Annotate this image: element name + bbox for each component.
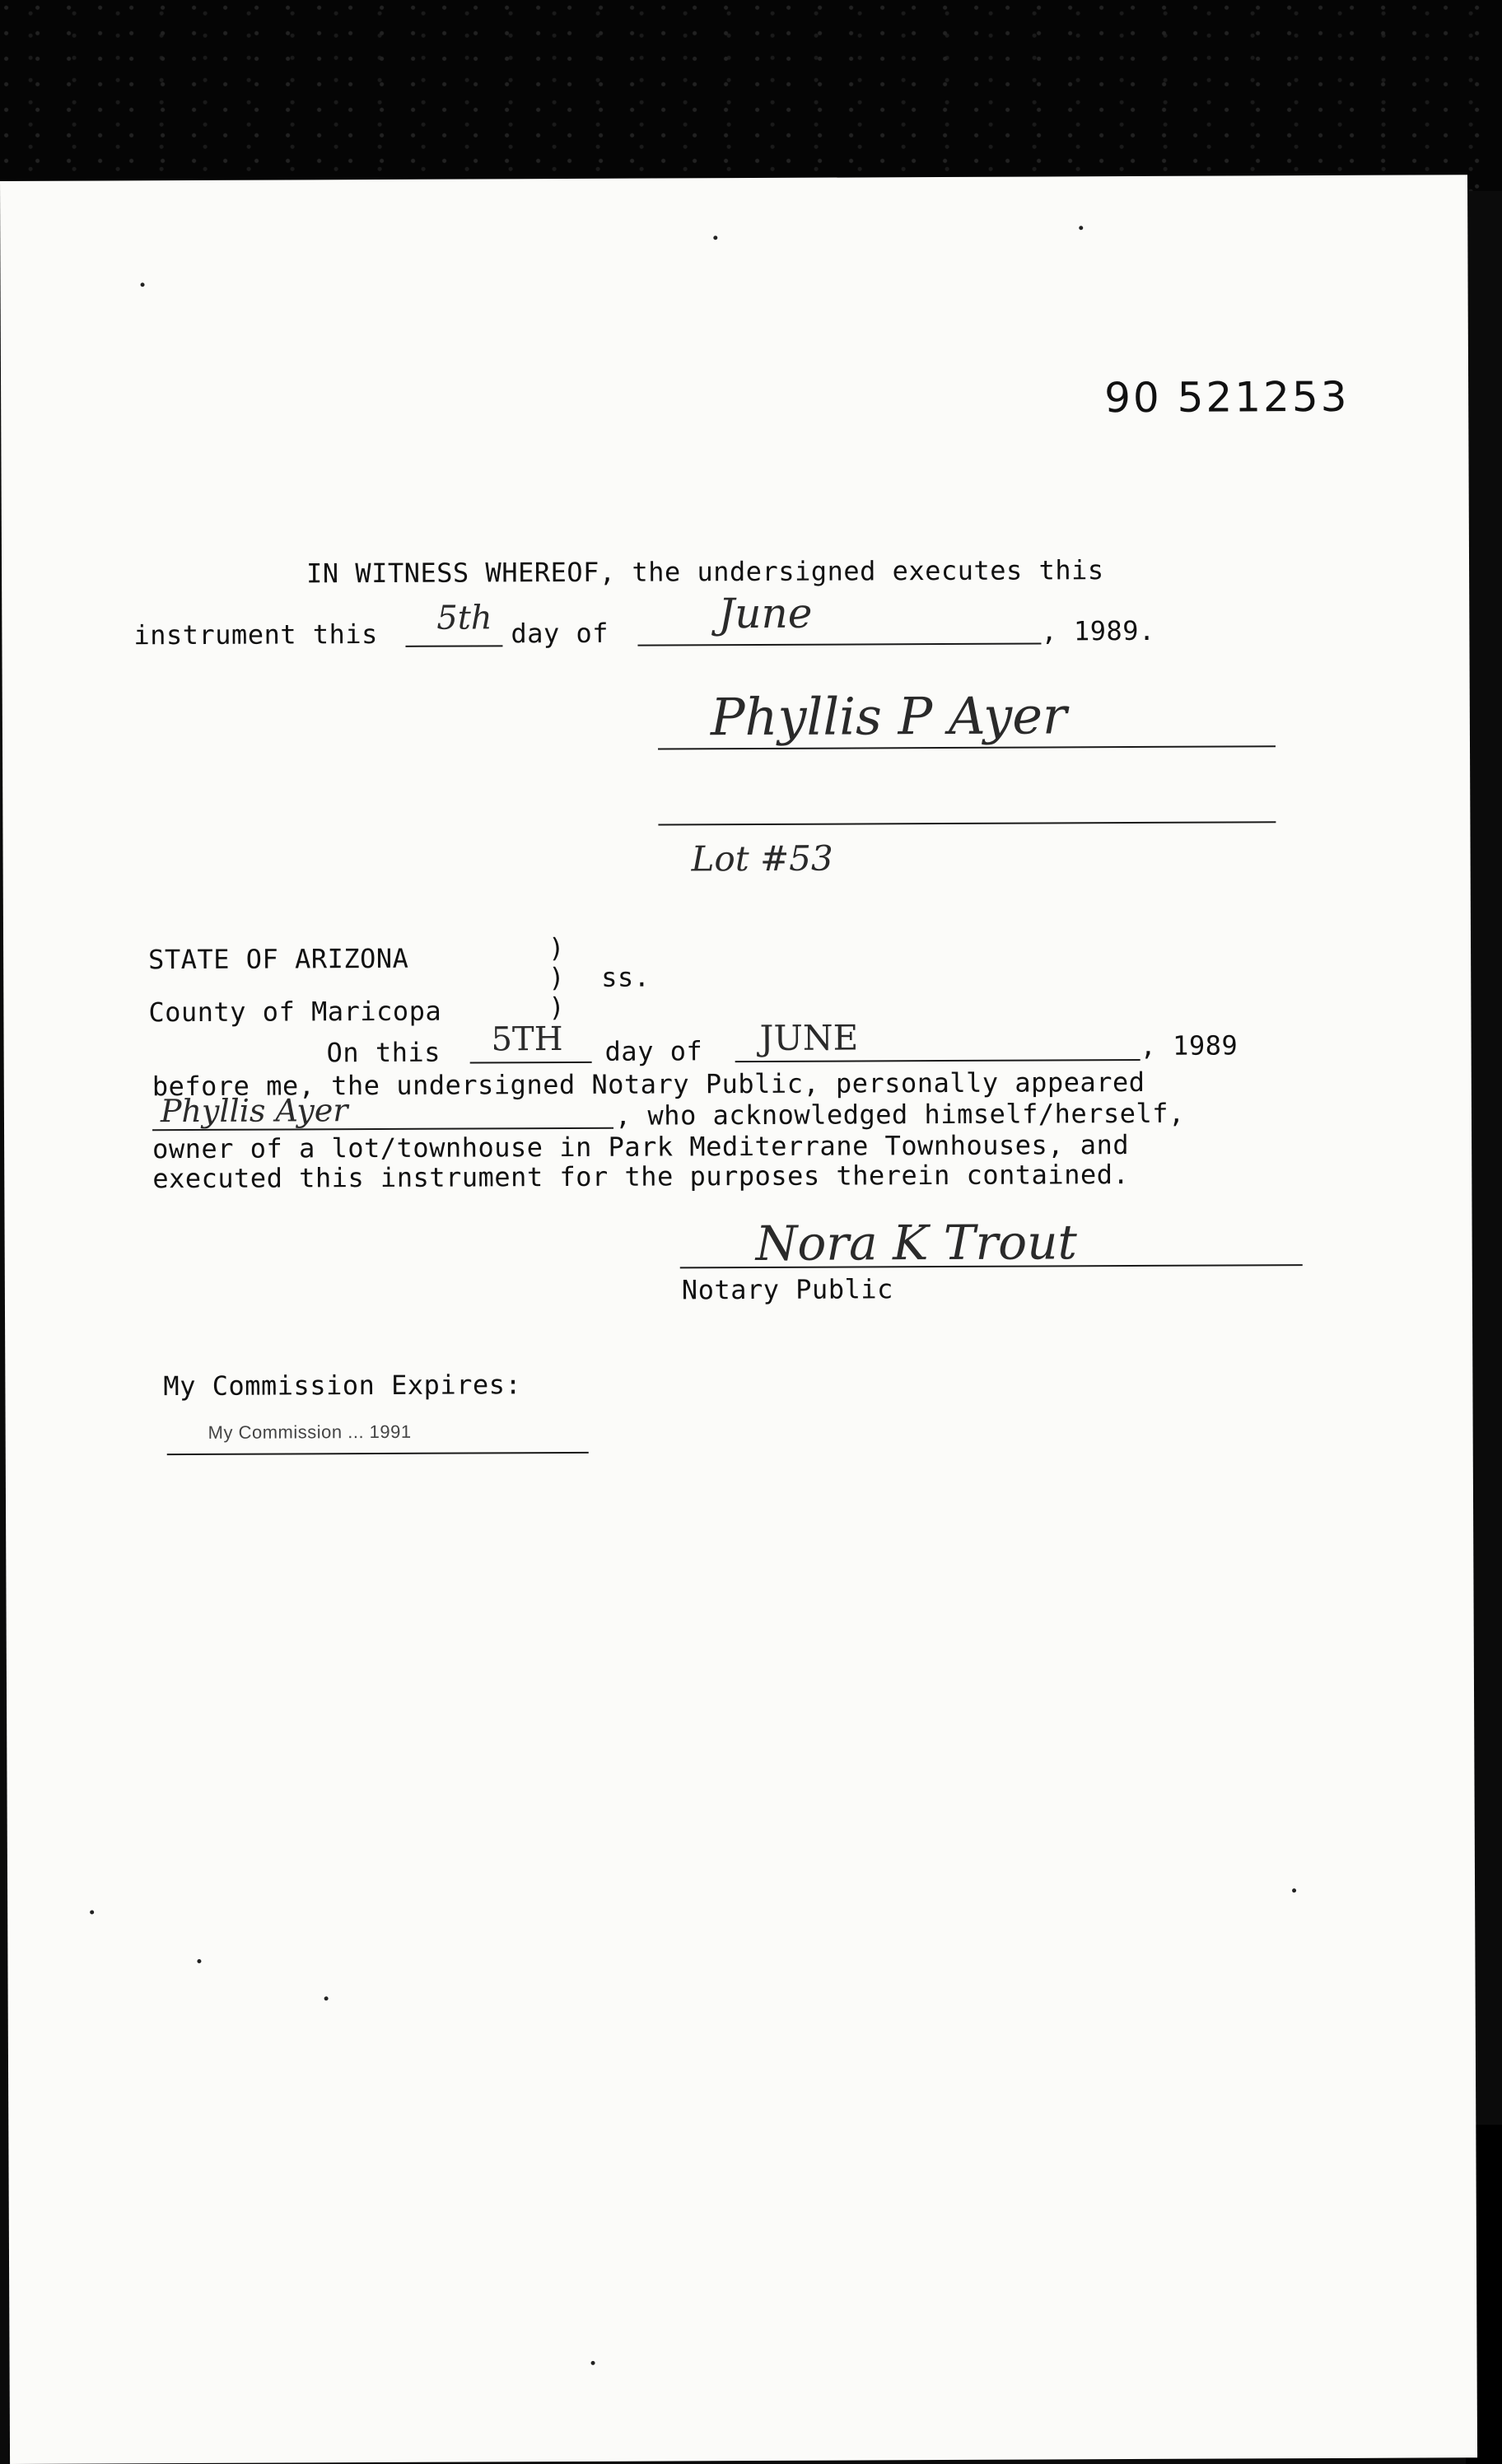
ack-line1-prefix: On this xyxy=(326,1036,441,1069)
ack-day-of-label: day of xyxy=(604,1035,703,1067)
state-line: STATE OF ARIZONA xyxy=(148,942,409,976)
ack-day-blank xyxy=(470,1062,592,1064)
scan-speck xyxy=(324,1996,329,2000)
ack-line4: owner of a lot/townhouse in Park Mediterrane Townhouses, and xyxy=(152,1129,1130,1165)
ack-line2: before me, the undersigned Notary Public, personally appeared xyxy=(152,1066,1145,1103)
ss-label: ss. xyxy=(601,961,651,993)
venue-paren-2: ) xyxy=(548,962,566,994)
notary-signature: Nora K Trout xyxy=(755,1214,1077,1272)
witness-clause-line1: IN WITNESS WHEREOF, the undersigned executes this xyxy=(306,554,1104,590)
scan-speck xyxy=(591,2361,595,2365)
witness-day-of-label: day of xyxy=(511,617,609,650)
ack-person-handwritten: Phyllis Ayer xyxy=(160,1092,348,1130)
ack-month-handwritten: JUNE xyxy=(759,1017,859,1058)
commission-line xyxy=(167,1452,589,1455)
commission-stamp: My Commission ... 1991 xyxy=(208,1421,412,1443)
scan-speck xyxy=(141,282,145,287)
ack-month-blank xyxy=(735,1059,1140,1062)
witness-clause-line2-prefix: instrument this xyxy=(133,618,378,651)
ack-year: , 1989 xyxy=(1140,1029,1238,1062)
document-number: 90 521253 xyxy=(1104,372,1350,422)
witness-day-handwritten: 5th xyxy=(436,599,492,637)
lot-note-handwritten: Lot #53 xyxy=(691,838,833,880)
scan-speck xyxy=(1079,226,1083,230)
county-line: County of Maricopa xyxy=(148,995,442,1029)
venue-paren-3: ) xyxy=(548,992,566,1024)
commission-label: My Commission Expires: xyxy=(163,1369,522,1402)
witness-day-blank xyxy=(405,645,502,647)
witness-month-blank xyxy=(637,642,1041,646)
scan-speck xyxy=(1292,1888,1296,1892)
ack-line5: executed this instrument for the purposes therein contained. xyxy=(152,1159,1130,1195)
notary-public-label: Notary Public xyxy=(681,1273,893,1306)
venue-paren-1: ) xyxy=(548,932,565,964)
scan-speck xyxy=(90,1911,94,1915)
ack-day-handwritten: 5TH xyxy=(491,1020,563,1059)
scan-speck xyxy=(713,236,717,240)
witness-month-handwritten: June xyxy=(718,589,813,638)
document-page xyxy=(0,175,1477,2464)
ack-line3-suffix: , who acknowledged himself/herself, xyxy=(614,1097,1185,1132)
scan-speck xyxy=(197,1959,201,1963)
scan-dark-border-top xyxy=(0,0,1502,191)
witness-year: , 1989. xyxy=(1041,614,1155,647)
second-signature-line xyxy=(658,821,1276,825)
owner-signature: Phyllis P Ayer xyxy=(710,685,1067,748)
